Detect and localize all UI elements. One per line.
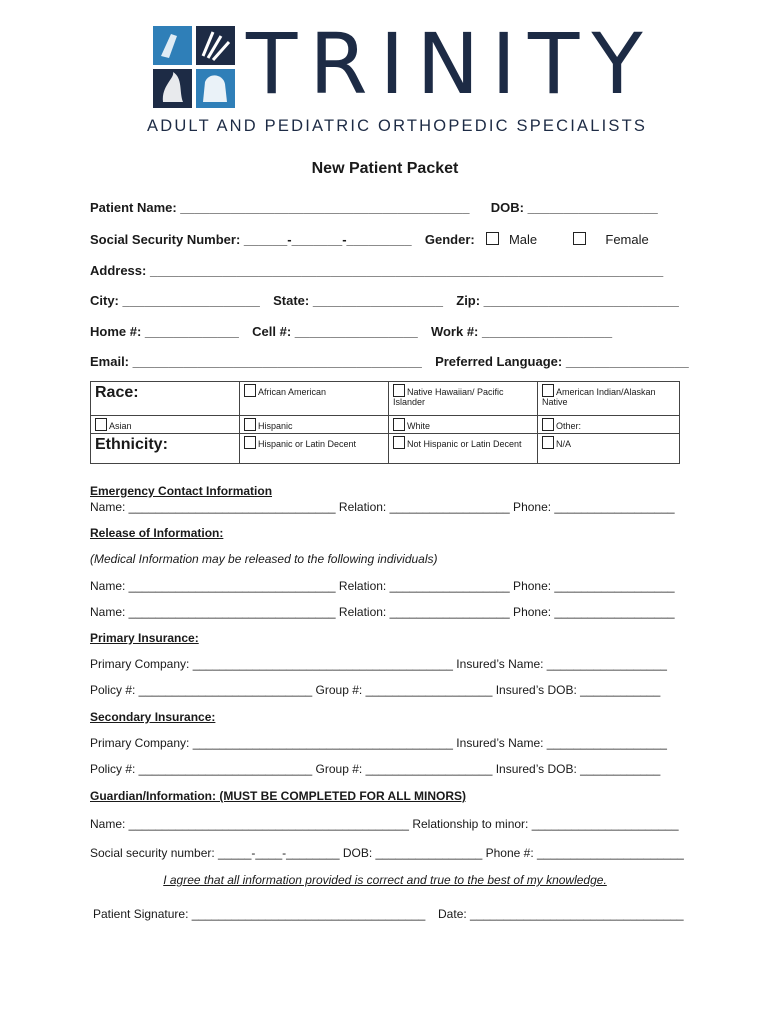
ethnicity-label: Ethnicity:: [91, 434, 240, 464]
page-title: New Patient Packet: [311, 160, 459, 177]
female-checkbox[interactable]: [573, 232, 586, 245]
trinity-logo-icon: [153, 26, 235, 108]
date-field[interactable]: Date: ________________________________: [438, 907, 684, 921]
secondary-insurance-heading: Secondary Insurance:: [90, 710, 216, 724]
gender-label: Gender:: [424, 232, 475, 247]
female-label: Female: [605, 232, 649, 247]
ssn-field[interactable]: Social Security Number: ______-_______-_________: [90, 232, 412, 247]
checkbox-icon[interactable]: [95, 418, 107, 431]
checkbox-icon[interactable]: [244, 384, 256, 397]
checkbox-icon[interactable]: [393, 384, 405, 397]
phones-row: [90, 324, 612, 339]
emergency-contact-line[interactable]: Name: _______________________________ Relation: __________________ Phone: __________________: [90, 500, 675, 514]
state-field[interactable]: State: __________________: [273, 293, 443, 308]
brand-tagline: ADULT AND PEDIATRIC ORTHOPEDIC SPECIALISTS: [147, 117, 648, 135]
release-note: (Medical Information may be released to the following individuals): [90, 552, 438, 566]
emergency-heading: Emergency Contact Information: [90, 484, 273, 498]
race-option-native-hawaiian[interactable]: Native Hawaiian/ Pacific Islander: [389, 382, 538, 416]
race-option-white[interactable]: White: [389, 416, 538, 434]
race-option-american-indian[interactable]: American Indian/Alaskan Native: [538, 382, 680, 416]
ssn-gender-row: [90, 232, 649, 247]
zip-field[interactable]: Zip: ___________________________: [456, 293, 679, 308]
checkbox-icon[interactable]: [244, 436, 256, 449]
brand-name: TRINITY: [246, 15, 655, 113]
guardian-ssn-line[interactable]: Social security number: _____-____-________ DOB: ________________ Phone #: ______________________: [90, 846, 684, 860]
work-phone-field[interactable]: Work #: __________________: [430, 324, 613, 339]
home-phone-field[interactable]: Home #: _____________: [90, 324, 239, 339]
primary-insurance-heading: Primary Insurance:: [90, 631, 199, 645]
race-ethnicity-table: [90, 381, 680, 464]
signature-row: [93, 907, 684, 921]
male-label: Male: [508, 232, 538, 247]
secondary-policy-line[interactable]: Policy #: __________________________ Group #: ___________________ Insured’s DOB: ____________: [90, 762, 661, 776]
address-field[interactable]: Address: _______________________________________________________________________: [90, 263, 664, 278]
email-field[interactable]: Email: ________________________________________: [90, 354, 422, 369]
race-label: Race:: [91, 382, 240, 416]
release-heading: Release of Information:: [90, 526, 224, 540]
primary-policy-line[interactable]: Policy #: __________________________ Group #: ___________________ Insured’s DOB: ____________: [90, 683, 661, 697]
primary-company-line[interactable]: Primary Company: _______________________________________ Insured’s Name: __________________: [90, 657, 667, 671]
race-option-african-american[interactable]: African American: [240, 382, 389, 416]
guardian-heading: Guardian/Information: (MUST BE COMPLETED FOR ALL MINORS): [90, 789, 466, 803]
ethnicity-option-not-hispanic[interactable]: Not Hispanic or Latin Decent: [389, 434, 538, 464]
email-language-row: [90, 354, 689, 369]
checkbox-icon[interactable]: [542, 384, 554, 397]
patient-signature-field[interactable]: Patient Signature: ___________________________________: [93, 907, 426, 921]
cell-phone-field[interactable]: Cell #: _________________: [252, 324, 418, 339]
dob-field[interactable]: DOB: __________________: [490, 200, 658, 215]
race-option-hispanic[interactable]: Hispanic: [240, 416, 389, 434]
ethnicity-option-hispanic-latin[interactable]: Hispanic or Latin Decent: [240, 434, 389, 464]
checkbox-icon[interactable]: [393, 418, 405, 431]
patient-name-field[interactable]: Patient Name: ________________________________________: [90, 200, 470, 215]
ethnicity-option-na[interactable]: N/A: [538, 434, 680, 464]
male-checkbox[interactable]: [486, 232, 499, 245]
release-contact-line-1[interactable]: Name: _______________________________ Relation: __________________ Phone: __________________: [90, 579, 675, 593]
race-option-other[interactable]: Other:: [538, 416, 680, 434]
guardian-name-line[interactable]: Name: __________________________________________ Relationship to minor: ______________________: [90, 817, 679, 831]
patient-name-row: [90, 200, 658, 215]
race-option-asian[interactable]: Asian: [91, 416, 240, 434]
checkbox-icon[interactable]: [393, 436, 405, 449]
city-state-zip-row: [90, 293, 679, 308]
agreement-statement: I agree that all information provided is correct and true to the best of my knowledge.: [163, 873, 607, 887]
city-field[interactable]: City: ___________________: [90, 293, 260, 308]
checkbox-icon[interactable]: [542, 418, 554, 431]
checkbox-icon[interactable]: [542, 436, 554, 449]
language-field[interactable]: Preferred Language: _________________: [435, 354, 689, 369]
secondary-company-line[interactable]: Primary Company: _______________________________________ Insured’s Name: __________________: [90, 736, 667, 750]
release-contact-line-2[interactable]: Name: _______________________________ Relation: __________________ Phone: __________________: [90, 605, 675, 619]
checkbox-icon[interactable]: [244, 418, 256, 431]
